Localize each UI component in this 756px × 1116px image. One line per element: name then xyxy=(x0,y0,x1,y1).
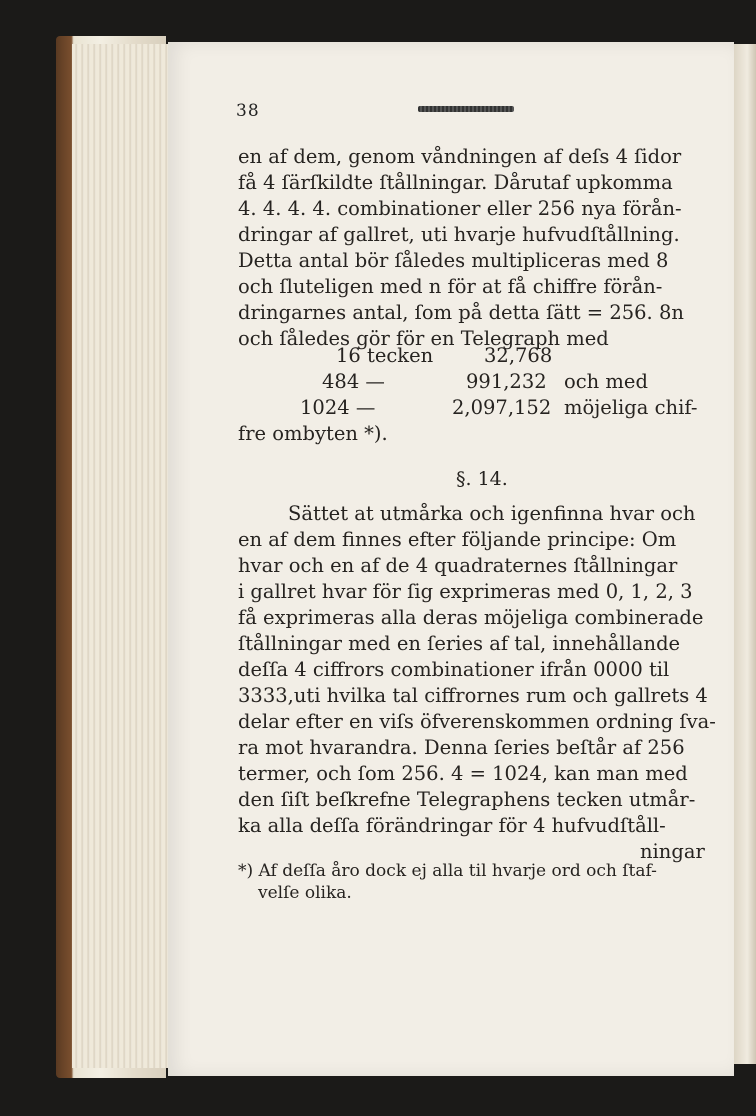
page-number: 38 xyxy=(236,101,260,121)
table-row-left: 484 — xyxy=(322,370,385,393)
text-line: ka alla deſſa förändringar för 4 hufvudſtåll- xyxy=(238,814,666,837)
text-line: och ſåledes gör för en Telegraph med xyxy=(238,327,609,350)
text-line: fre ombyten *). xyxy=(238,422,388,445)
text-line: en af dem finnes efter följande principe: Om xyxy=(238,528,677,551)
text-line: 3333,uti hvilka tal ciffrornes rum och gallrets 4 xyxy=(238,684,708,707)
table-row-value: 32,768 xyxy=(484,344,553,367)
text-line: en af dem, genom våndningen af deſs 4 ſidor xyxy=(238,145,682,168)
table-row-tail: möjeliga chif- xyxy=(564,396,698,419)
text-line: termer, och ſom 256. 4 = 1024, kan man med xyxy=(238,762,688,785)
text-line: deſſa 4 ciffrors combinationer ifrån 0000 til xyxy=(238,658,670,681)
text-line: den ſiſt beſkrefne Telegraphens tecken utmår- xyxy=(238,788,696,811)
text-line: hvar och en af de 4 quadraternes ſtållningar xyxy=(238,554,678,577)
table-row-tail: och med xyxy=(564,370,648,393)
header-ornament xyxy=(418,106,514,112)
text-line: ſtållningar med en ſeries af tal, innehållande xyxy=(238,632,681,655)
text-line: få exprimeras alla deras möjeliga combinerade xyxy=(238,606,704,629)
table-row-value: 2,097,152 xyxy=(452,396,552,419)
page-stack xyxy=(72,44,168,1068)
table-row-value: 991,232 xyxy=(466,370,547,393)
table-row-left: 1024 — xyxy=(300,396,376,419)
right-page-edge xyxy=(734,44,756,1064)
text-line: dringar af gallret, uti hvarje hufvudſtållning. xyxy=(238,223,680,246)
text-line: dringarnes antal, ſom på detta ſätt = 256. 8n xyxy=(238,301,684,324)
text-line: Detta antal bör ſåledes multipliceras med 8 xyxy=(238,249,669,272)
table-row-left: 16 tecken xyxy=(336,344,434,367)
text-line: i gallret hvar för ſig exprimeras med 0, 1, 2, 3 xyxy=(238,580,693,603)
footnote-line: *) Af deſſa åro dock ej alla til hvarje ord och ſtaf- xyxy=(238,861,657,881)
section-heading: §. 14. xyxy=(456,468,508,490)
footnote-line: velſe olika. xyxy=(258,883,352,903)
text-line: 4. 4. 4. 4. combinationer eller 256 nya förån- xyxy=(238,197,682,220)
catchword: ningar xyxy=(640,840,705,863)
text-line: Sättet at utmårka och igenfinna hvar och xyxy=(288,502,696,525)
text-line: få 4 ſärſkildte ſtållningar. Dårutaf upkomma xyxy=(238,171,673,194)
text-line: ra mot hvarandra. Denna ſeries beſtår af 256 xyxy=(238,736,685,759)
text-line: och ſluteligen med n för at få chiffre förån- xyxy=(238,275,663,298)
text-line: delar efter en viſs öfverenskommen ordning ſva- xyxy=(238,710,716,733)
